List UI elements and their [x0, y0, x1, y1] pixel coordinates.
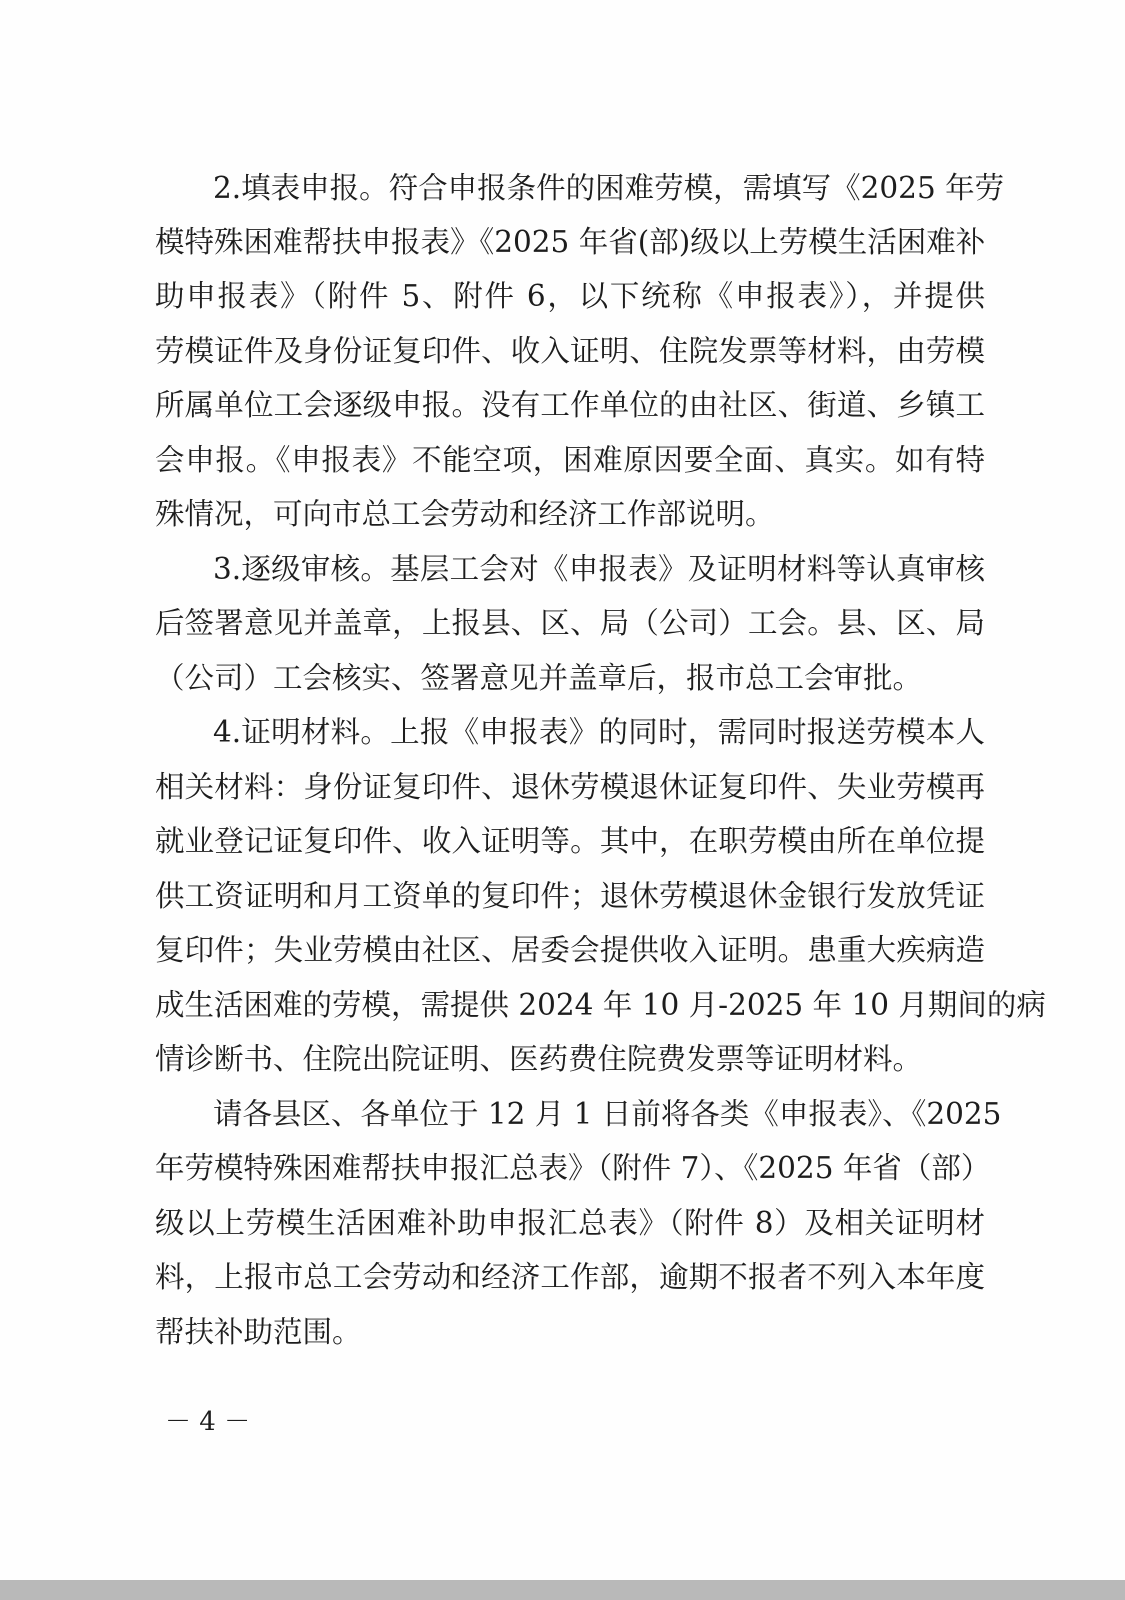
paragraph-2-line-4: 劳模证件及身份证复印件、收入证明、住院发票等材料，由劳模: [155, 334, 985, 368]
paragraph-5-line-2: 年劳模特殊困难帮扶申报汇总表》（附件 7）、《2025 年省（部）: [155, 1151, 991, 1185]
paragraph-3-line-3: （公司）工会核实、签署意见并盖章后，报市总工会审批。: [155, 661, 923, 695]
paragraph-4-line-5: 复印件；失业劳模由社区、居委会提供收入证明。患重大疾病造: [155, 933, 985, 967]
paragraph-4-line-2: 相关材料：身份证复印件、退休劳模退休证复印件、失业劳模再: [155, 770, 985, 804]
paragraph-4-line-1: 4.证明材料。上报《申报表》的同时，需同时报送劳模本人: [213, 715, 985, 749]
paragraph-5-line-3: 级以上劳模生活困难补助申报汇总表》（附件 8）及相关证明材: [155, 1206, 985, 1240]
paragraph-2-line-1: 2.填表申报。符合申报条件的困难劳模，需填写《2025 年劳: [213, 171, 1005, 205]
paragraph-2-line-2: 模特殊困难帮扶申报表》《2025 年省(部)级以上劳模生活困难补: [155, 225, 986, 259]
paragraph-2-line-6: 会申报。《申报表》不能空项，困难原因要全面、真实。如有特: [155, 443, 985, 477]
paragraph-4-line-6: 成生活困难的劳模，需提供 2024 年 10 月-2025 年 10 月期间的病: [155, 988, 1046, 1022]
paragraph-2-line-5: 所属单位工会逐级申报。没有工作单位的由社区、街道、乡镇工: [155, 388, 985, 422]
paragraph-3-line-2: 后签署意见并盖章，上报县、区、局（公司）工会。县、区、局: [155, 606, 985, 640]
paragraph-4-line-3: 就业登记证复印件、收入证明等。其中，在职劳模由所在单位提: [155, 824, 985, 858]
paragraph-5-line-1: 请各县区、各单位于 12 月 1 日前将各类《申报表》、《2025: [213, 1097, 1002, 1131]
paragraph-5-line-5: 帮扶补助范围。: [155, 1315, 362, 1349]
paragraph-3-line-1: 3.逐级审核。基层工会对《申报表》及证明材料等认真审核: [213, 552, 985, 586]
paragraph-2-line-3: 助申报表》（附件 5、附件 6，以下统称《申报表》），并提供: [155, 279, 985, 313]
page-number: － 4 －: [165, 1407, 251, 1437]
paragraph-4-line-7: 情诊断书、住院出院证明、医药费住院费发票等证明材料。: [155, 1042, 923, 1076]
scan-bottom-edge: [0, 1580, 1125, 1600]
paragraph-2-line-7: 殊情况，可向市总工会劳动和经济工作部说明。: [155, 497, 775, 531]
paragraph-5-line-4: 料，上报市总工会劳动和经济工作部，逾期不报者不列入本年度: [155, 1260, 985, 1294]
paragraph-4-line-4: 供工资证明和月工资单的复印件；退休劳模退休金银行发放凭证: [155, 879, 985, 913]
